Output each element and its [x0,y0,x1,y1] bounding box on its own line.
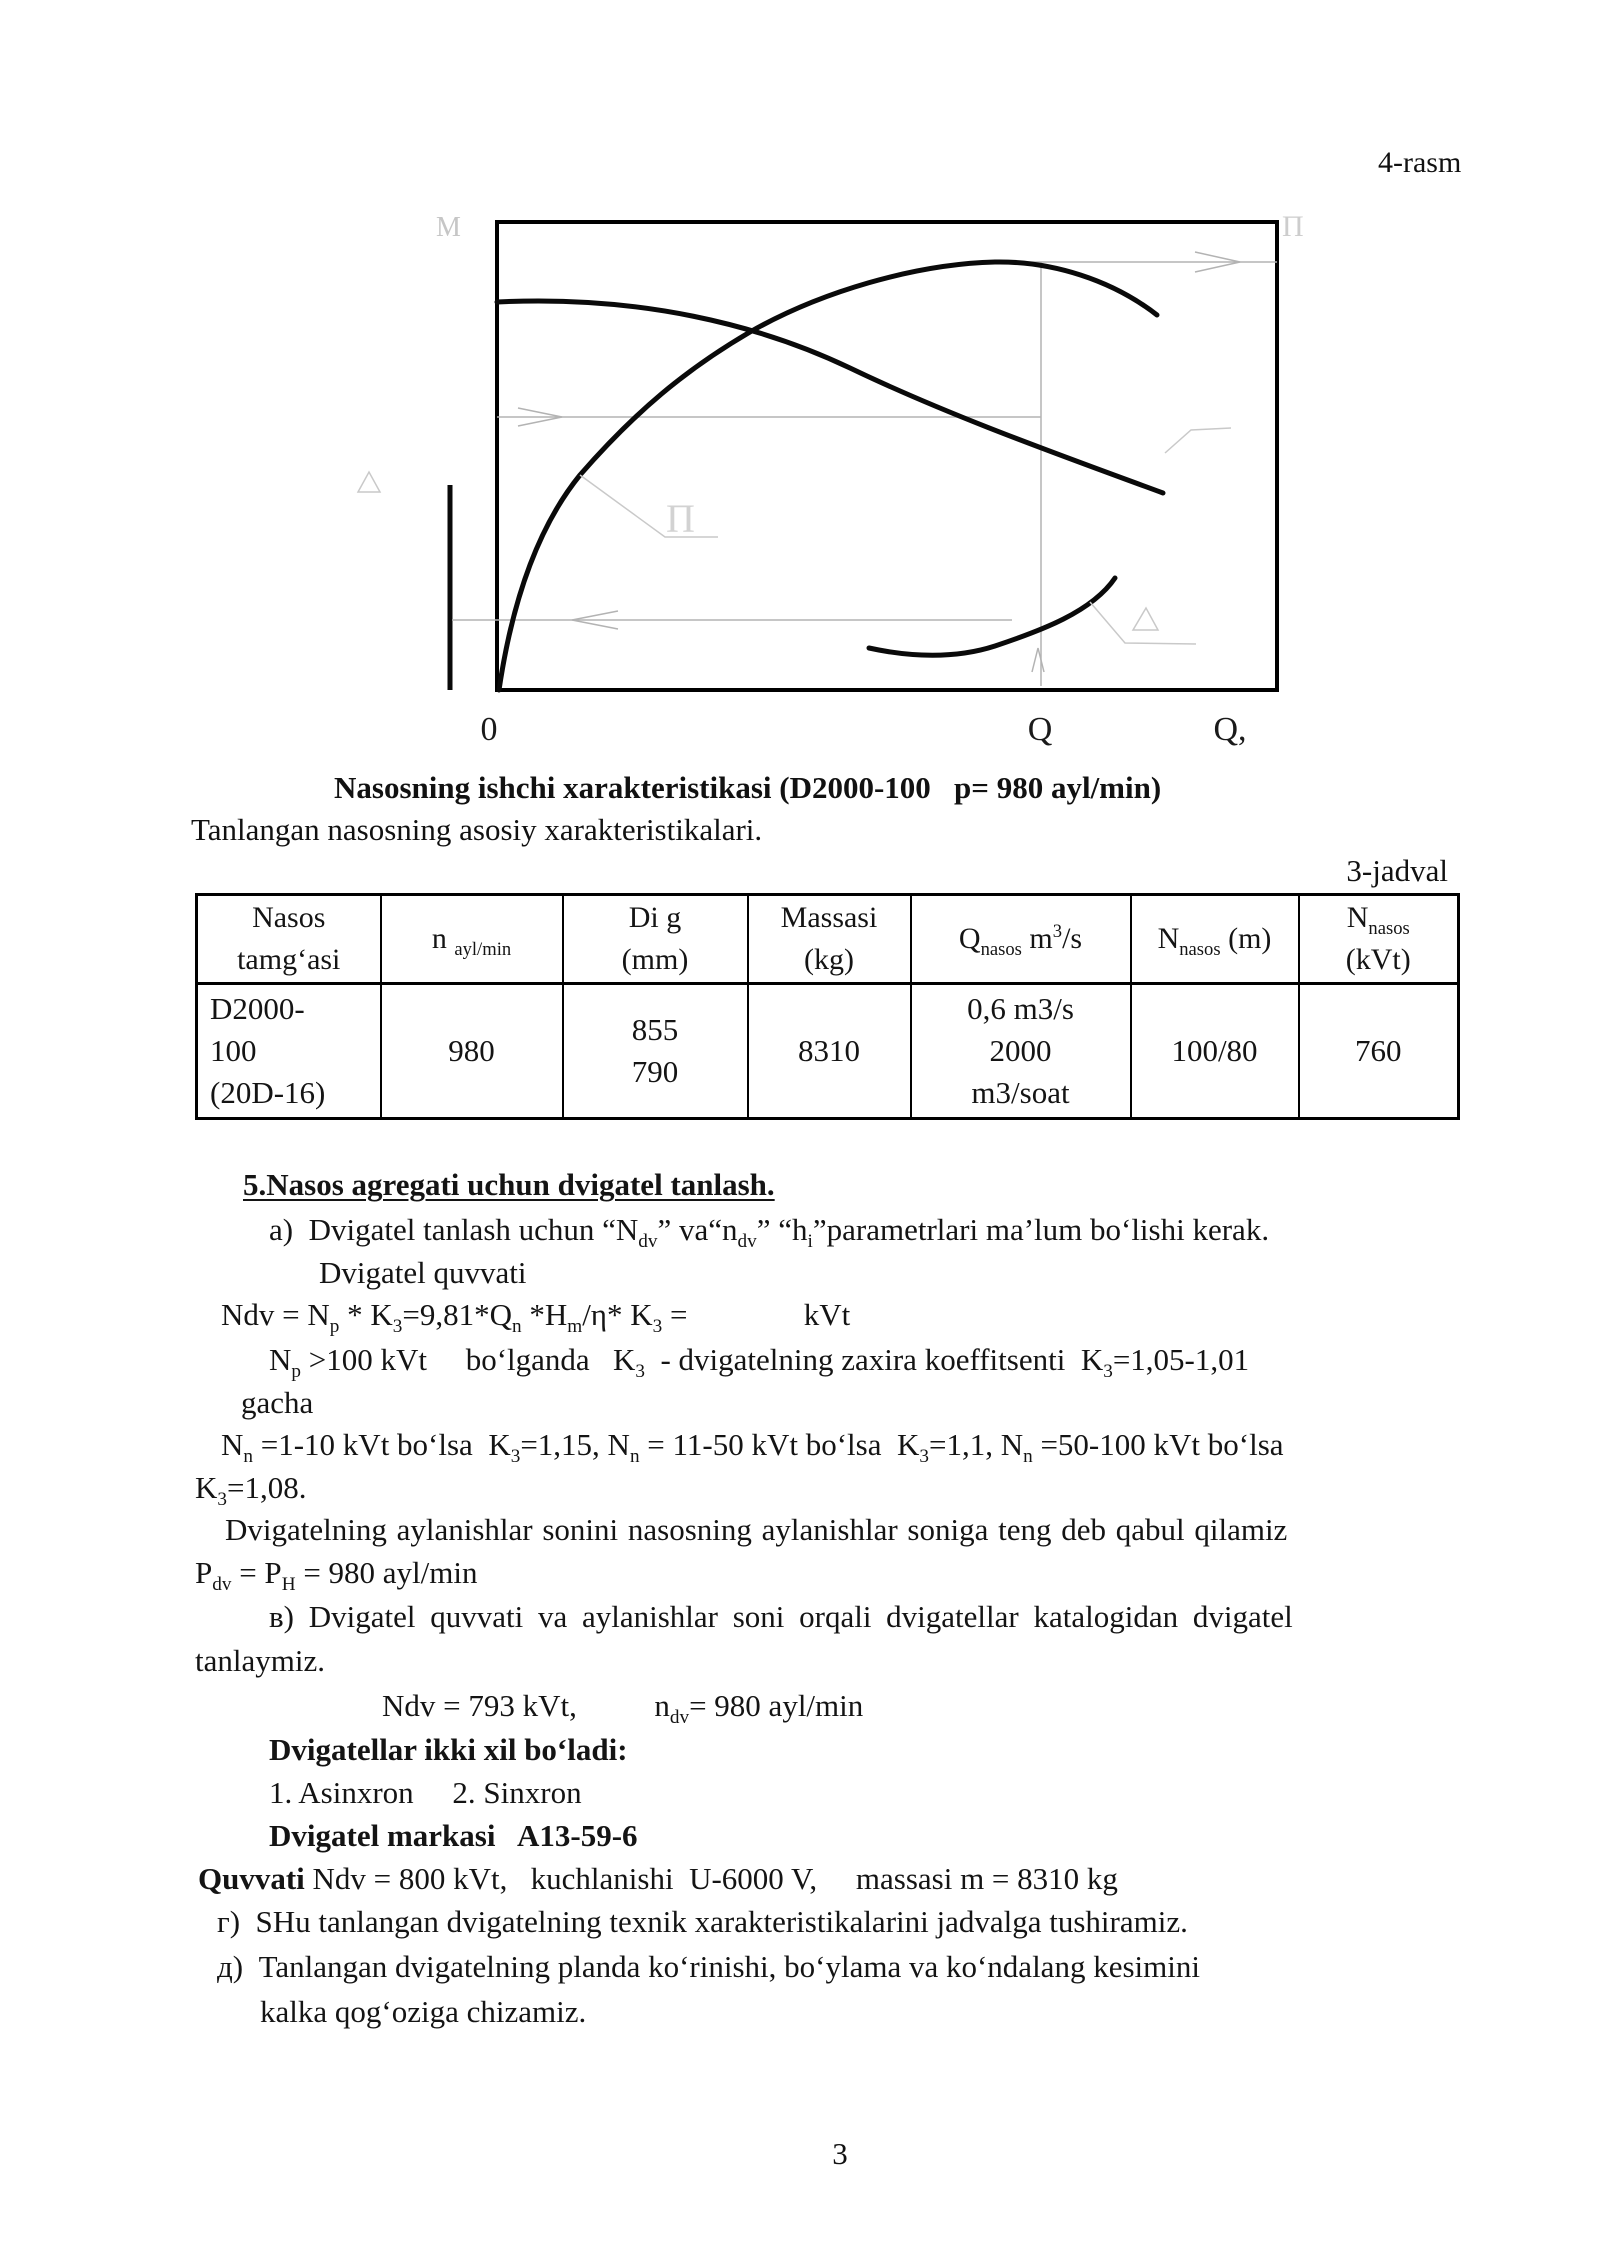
body-line-markasi: Dvigatel markasi A13-59-6 [269,1818,638,1853]
cell-flow: 0,6 m3/s 2000 m3/soat [911,984,1131,1119]
faint-m-glyph: M [436,212,461,243]
body-line-nn-ranges: $N_n =1-10$ kVt bo‘lsa $K_3=1,15$, $N_n = 11-50$ kVt bo‘lsa $K_3=1,1$, $N_n =50-100$ kVt bo‘lsa [221,1427,1284,1468]
arrow-up-icon [1032,648,1044,672]
header-di-g: Di g (mm) [563,895,748,984]
pump-characteristic-figure [340,140,1500,760]
header-n-aylmin: n $_{ayl/min}$ [381,895,563,984]
npsh-curve [869,578,1115,655]
cell-power: 760 [1299,984,1459,1119]
head-curve [497,301,1163,493]
leader-npsh-label [1090,602,1196,644]
cell-mass: 8310 [748,984,911,1119]
table-header-row [197,895,1459,984]
cell-pump-model: D2000- 100 (20D-16) [197,984,381,1119]
body-line-dvigatel-quvvati: Dvigatel quvvati [319,1255,527,1290]
axis-label-q: Q [1027,711,1053,748]
body-line-np100: $N_p >100$ kVt bo‘lganda $K_3$ - dvigatelning zaxira koeffitsenti $K_3=1,05-1,01$ [269,1342,1250,1383]
triangle-mark-right-icon [1133,608,1158,630]
axis-label-q2: Q, [1213,711,1247,748]
page-number: 3 [832,2136,848,2171]
body-line-tanlaymiz: tanlaymiz. [195,1643,325,1678]
power-curve [499,262,1157,690]
body-line-pdv: $P_{dv} = P_H = 980$ ayl/min [195,1555,478,1596]
header-massasi: Massasi (kg) [748,895,911,984]
body-line-asinxron: 1. Asinxron 2. Sinxron [269,1775,582,1810]
body-line-aylanishlar: Dvigatelning aylanishlar sonini nasosning aylanishlar soniga teng deb qabul qilamiz [225,1512,1288,1547]
intro-line: Tanlangan nasosning asosiy xarakteristikalari. [191,812,763,847]
body-line-d: д) Tanlangan dvigatelning planda ko‘rinishi, bo‘ylama va ko‘ndalang kesimini [217,1949,1200,1984]
triangle-mark-left-icon [358,472,380,492]
header-n-nasos-kvt: $N_{nasos}$ (kVt) [1299,895,1459,984]
table-label: 3-jadval [1346,853,1448,888]
figure-reference: 4-rasm [1378,146,1462,179]
figure-caption: Nasosning ishchi xarakteristikasi (D2000-100 p= 980 ayl/min) [334,770,1162,805]
body-line-a: a) Dvigatel tanlash uchun “$N_{dv}$” $va“n_{dv}$” “$h_i”parametrlari$ ma’lum bo‘lishi kerak. [269,1212,1270,1253]
axis-label-origin: 0 [480,711,498,748]
body-line-k3: $K_3=1,08$. [195,1470,307,1511]
header-q-nasos: $Q_{nasos}$ $m^3/s$ [911,895,1131,984]
body-line-ndv793: Ndv = 793 kVt, $n_{dv}= 980$ ayl/min [382,1688,864,1729]
pump-spec-table [195,893,1460,1120]
body-line-formula: Ndv = $N_p * K_3=9,81*Q_n$ $*H_m/\eta*$ $K_3$ = kVt [221,1297,851,1338]
body-line-g: г) SHu tanlangan dvigatelning texnik xarakteristikalarini jadvalga tushiramiz. [217,1904,1188,1939]
body-line-v: в) Dvigatel quvvati va aylanishlar soni orqali dvigatellar katalogidan dvigatel [269,1599,1293,1634]
cell-diameter: 855 790 [563,984,748,1119]
body-line-quvvati800: Quvvati Ndv = 800 kVt, kuchlanishi U-6000 V, massasi m = 8310 kg [198,1861,1118,1896]
section-heading: 5.Nasos agregati uchun dvigatel tanlash. [243,1167,775,1202]
body-line-kalka: kalka qog‘oziga chizamiz. [260,1994,587,2029]
faint-p-glyph-inner: П [666,496,695,541]
header-n-nasos-m: $N_{nasos}$ (m) [1131,895,1299,984]
faint-p-glyph-right: П [1282,210,1304,243]
cell-speed: 980 [381,984,563,1119]
table-data-row [197,984,1459,1119]
header-nasos-tamgasi: Nasos tamg‘asi [197,895,381,984]
leader-power-label [580,475,718,537]
body-line-gacha: gacha [241,1385,314,1420]
cell-head: 100/80 [1131,984,1299,1119]
leader-head-label [1165,428,1231,453]
body-line-ikki-xil: Dvigatellar ikki xil bo‘ladi: [269,1732,628,1767]
